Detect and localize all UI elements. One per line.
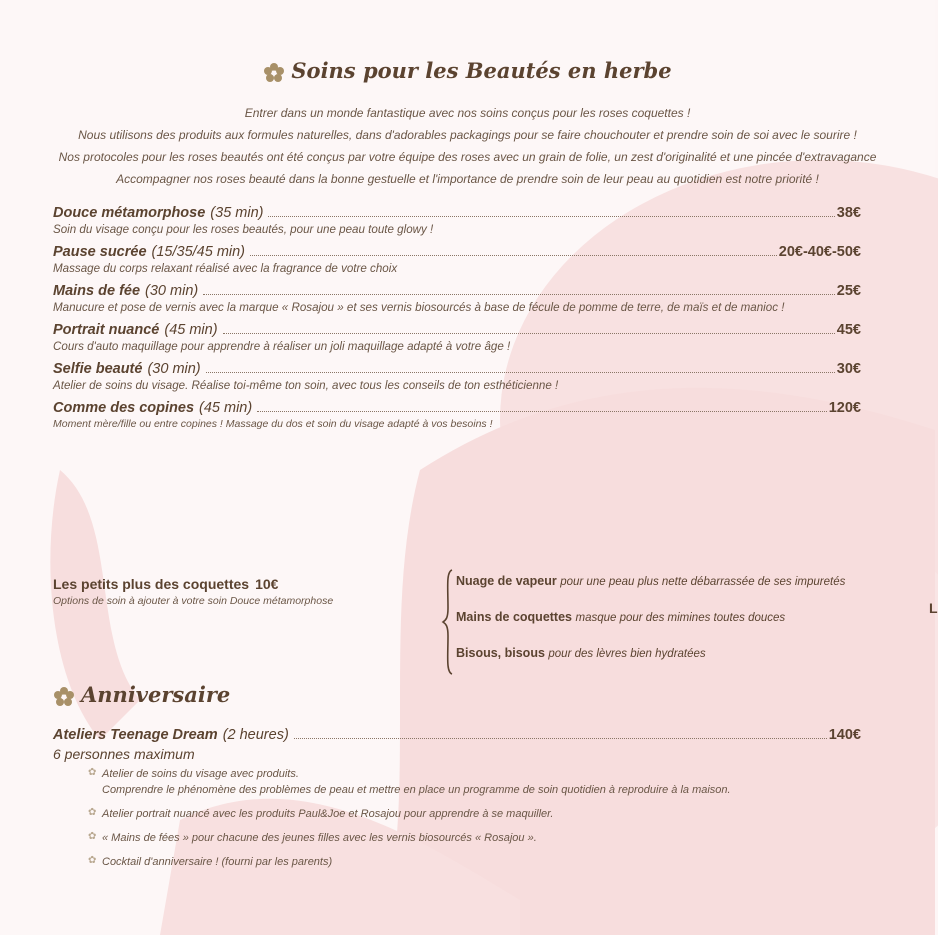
- bullet-text: Cocktail d'anniversaire ! (fourni par les parents): [102, 856, 333, 868]
- treatment-item: [53, 361, 861, 392]
- option-desc: pour une peau plus nette débarrassée de ses impuretés: [560, 576, 846, 588]
- page-title: [0, 58, 935, 84]
- extras-price: 10€: [255, 576, 279, 592]
- treatment-item: [53, 205, 861, 236]
- treatment-name: Mains de fée: [53, 283, 141, 299]
- treatment-price: 30€: [836, 361, 861, 377]
- flower-bullet-icon: ✿: [88, 807, 97, 818]
- treatment-name: Pause sucrée: [53, 244, 147, 260]
- bullet-item: [88, 766, 868, 798]
- treatment-price: 38€: [836, 205, 861, 221]
- treatment-price: 25€: [836, 283, 861, 299]
- extras-options: [456, 574, 916, 682]
- extras-title: Les petits plus des coquettes: [53, 576, 250, 592]
- atelier-price: 140€: [828, 727, 861, 743]
- flower-bullet-icon: ✿: [88, 767, 97, 778]
- treatment-name: Comme des copines: [53, 400, 195, 416]
- dot-leader: [223, 333, 835, 334]
- atelier-bullets: [88, 766, 868, 878]
- bullet-text: Atelier portrait nuancé avec les produits Paul&Joe et Rosajou pour apprendre à se maquiller.: [102, 808, 554, 820]
- dot-leader: [257, 411, 827, 412]
- bullet-text: Atelier de soins du visage avec produits.: [102, 768, 299, 780]
- treatment-description: Massage du corps relaxant réalisé avec la fragrance de votre choix: [53, 262, 398, 275]
- treatment-duration: (30 min): [145, 283, 199, 299]
- flower-icon: [263, 62, 285, 84]
- atelier-duration: (2 heures): [222, 727, 289, 743]
- treatment-price: 45€: [836, 322, 861, 338]
- treatment-duration: (15/35/45 min): [151, 244, 246, 260]
- treatment-duration: (30 min): [147, 361, 201, 377]
- extras-option: [456, 574, 916, 610]
- treatment-item: [53, 400, 861, 430]
- option-desc: masque pour des mimines toutes douces: [575, 612, 786, 624]
- intro-line: Nos protocoles pour les roses beautés ont été conçus par votre équipe des roses avec un grain de folie, un zest d'originalité et une pincée d'extravagance: [58, 150, 877, 164]
- treatment-price: 120€: [828, 400, 861, 416]
- flower-bullet-icon: ✿: [88, 855, 97, 866]
- treatment-description: Atelier de soins du visage. Réalise toi-même ton soin, avec tous les conseils de ton esthéticienne !: [53, 379, 559, 392]
- option-name: Bisous, bisous: [456, 646, 545, 660]
- dot-leader: [268, 216, 834, 217]
- extras-option: [456, 610, 916, 646]
- flower-bullet-icon: ✿: [88, 831, 97, 842]
- intro-line: Nous utilisons des produits aux formules naturelles, dans d'adorables packagings pour se faire chouchouter et prendre soin de soi avec le sourire !: [78, 128, 857, 142]
- treatment-description: Cours d'auto maquillage pour apprendre à réaliser un joli maquillage adapté à votre âge !: [53, 340, 511, 353]
- treatment-item: [53, 283, 861, 314]
- atelier-name: Ateliers Teenage Dream: [53, 727, 218, 743]
- dot-leader: [206, 372, 835, 373]
- extras-heading: [53, 576, 393, 592]
- treatment-name: Selfie beauté: [53, 361, 143, 377]
- dot-leader: [203, 294, 835, 295]
- flower-icon: [53, 686, 75, 708]
- treatment-list: [53, 205, 861, 438]
- treatment-item: [53, 244, 861, 275]
- atelier-capacity: 6 personnes maximum: [53, 746, 195, 762]
- treatment-name: Douce métamorphose: [53, 205, 206, 221]
- treatment-item: [53, 322, 861, 353]
- treatment-description: Moment mère/fille ou entre copines ! Massage du dos et soin du visage adapté à vos besoins !: [53, 418, 493, 430]
- treatment-duration: (45 min): [164, 322, 218, 338]
- option-name: Mains de coquettes: [456, 610, 572, 624]
- bullet-item: [88, 806, 868, 822]
- option-desc: pour des lèvres bien hydratées: [548, 648, 706, 660]
- treatment-price: 20€-40€-50€: [778, 244, 861, 260]
- extras-subtitle: Options de soin à ajouter à votre soin Douce métamorphose: [53, 595, 334, 607]
- treatment-duration: (45 min): [199, 400, 253, 416]
- page-title-text: Soins pour les Beautés en herbe: [291, 58, 672, 83]
- extras-section: [53, 576, 393, 607]
- dot-leader: [250, 255, 777, 256]
- bullet-text: « Mains de fées » pour chacune des jeunes filles avec les vernis biosourcés « Rosajou ».: [102, 832, 537, 844]
- anniversary-title-text: Anniversaire: [81, 682, 231, 707]
- bullet-item: [88, 854, 868, 870]
- anniversary-title: [53, 682, 230, 708]
- treatment-name: Portrait nuancé: [53, 322, 160, 338]
- cut-off-text: L: [929, 600, 938, 616]
- bullet-text: Comprendre le phénomène des problèmes de peau et mettre en place un programme de soin quotidien à reproduire à la maison.: [102, 784, 731, 796]
- option-name: Nuage de vapeur: [456, 574, 557, 588]
- intro-line: Entrer dans un monde fantastique avec nos soins conçus pour les roses coquettes !: [244, 106, 691, 120]
- dot-leader: [294, 738, 827, 739]
- atelier-item: [53, 727, 861, 762]
- intro-text: [30, 102, 905, 190]
- bullet-item: [88, 830, 868, 846]
- curly-brace: [440, 568, 456, 676]
- treatment-description: Manucure et pose de vernis avec la marque « Rosajou » et ses vernis biosourcés à base de fécule de pomme de terre, de maïs et de manioc !: [53, 301, 785, 314]
- treatment-description: Soin du visage conçu pour les roses beautés, pour une peau toute glowy !: [53, 223, 434, 236]
- intro-line: Accompagner nos roses beauté dans la bonne gestuelle et l'importance de prendre soin de leur peau au quotidien est notre priorité !: [116, 172, 819, 186]
- treatment-duration: (35 min): [210, 205, 264, 221]
- extras-option: [456, 646, 916, 682]
